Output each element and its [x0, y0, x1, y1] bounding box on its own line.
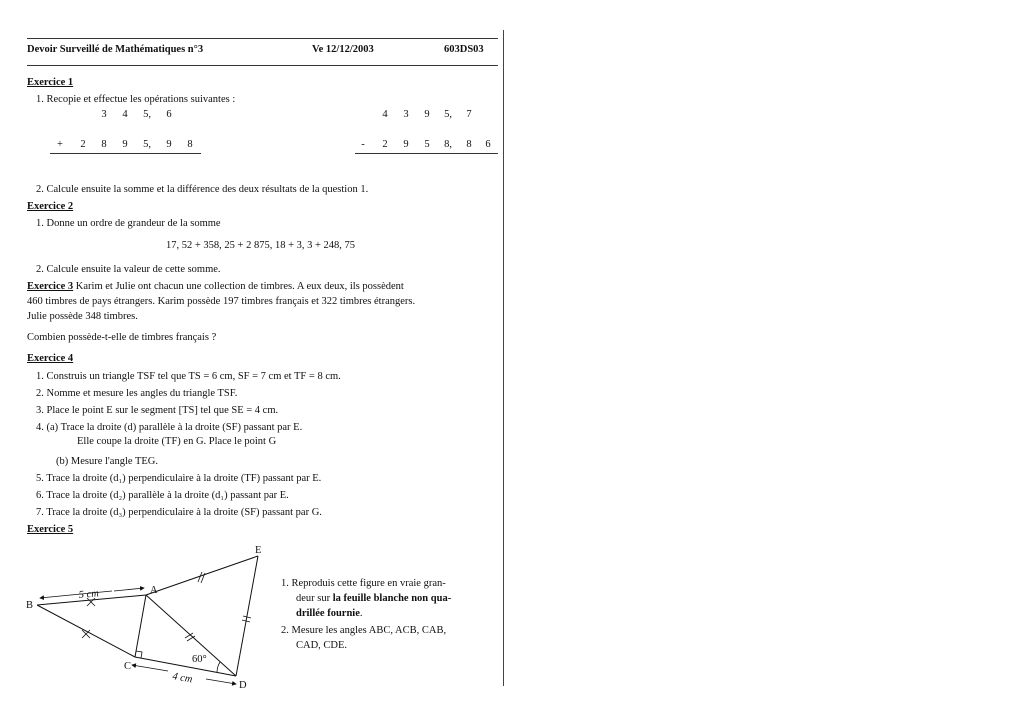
ex2-formula: 17, 52 + 358, 25 + 2 875, 18 + 3, 3 + 248, 75 [166, 240, 356, 251]
header-title: Devoir Surveillé de Mathématiques n°3 [27, 44, 204, 55]
ex4-item: 6. Trace la droite (d₂) parallèle à la droite (d₁) passant par E. [36, 490, 289, 501]
ex5-q2-line1: 2. Mesure les angles ABC, ACB, CAB, [281, 625, 447, 636]
sub-bottom-digit: 5 [424, 139, 430, 150]
add-bottom-digit: 2 [80, 139, 86, 150]
point-label-D: D [239, 680, 247, 691]
sub-bottom-digit: 8, [444, 139, 452, 150]
point-label-B: B [26, 600, 34, 611]
sub-bottom-digit: 9 [403, 139, 409, 150]
sub-top-digit: 4 [382, 109, 388, 120]
angle-arc [217, 662, 220, 672]
add-bottom-digit: 8 [187, 139, 193, 150]
add-operator: + [57, 139, 63, 150]
ex1-q2: 2. Calcule ensuite la somme et la différence des deux résultats de la question 1. [36, 184, 369, 195]
dimension-arrow [40, 591, 112, 598]
ex1-title: Exercice 1 [27, 77, 74, 88]
add-top-digit: 4 [122, 109, 128, 120]
ex4-item: 5. Trace la droite (d₁) perpendiculaire à la droite (TF) passant par E. [36, 473, 322, 484]
ex5-q2-line2: CAD, CDE. [296, 640, 348, 651]
segment-ED [236, 556, 258, 676]
sub-top-digit: 3 [403, 109, 409, 120]
sub-top-digit: 7 [466, 109, 472, 120]
segment-AD [146, 595, 236, 676]
sub-bottom-digit: 6 [485, 139, 491, 150]
segment-AC [135, 595, 146, 657]
sub-bottom-digit: 2 [382, 139, 388, 150]
add-top-digit: 5, [143, 109, 151, 120]
sub-result-line [355, 153, 498, 154]
header-code: 603DS03 [444, 44, 484, 55]
ex3-title: Exercice 3 [27, 281, 74, 292]
add-top-digit: 6 [166, 109, 172, 120]
ex5-q1-text: deur sur [296, 593, 333, 604]
column-separator [503, 30, 504, 686]
ex2-q1: 1. Donne un ordre de grandeur de la somme [36, 218, 221, 229]
sub-top-digit: 5, [444, 109, 452, 120]
length-label-ba: 5 cm [78, 588, 100, 601]
sub-top-digit: 9 [424, 109, 430, 120]
segment-BC [37, 605, 135, 657]
ex5-q1-end: . [359, 608, 363, 619]
dimension-arrow [132, 665, 168, 671]
length-label-cd: 4 cm [171, 671, 194, 686]
angle-label: 60° [192, 654, 207, 665]
add-top-digit: 3 [101, 109, 107, 120]
dimension-arrow [206, 679, 236, 684]
ex5-q1-line2 [296, 593, 451, 604]
ex5-title: Exercice 5 [27, 524, 74, 535]
add-bottom-digit: 5, [143, 139, 151, 150]
add-bottom-digit: 8 [101, 139, 107, 150]
ex4-item: 3. Place le point E sur le segment [TS] tel que SE = 4 cm. [36, 405, 279, 416]
add-bottom-digit: 9 [166, 139, 172, 150]
tick-mark [201, 573, 205, 583]
sub-operator: - [361, 139, 365, 150]
ex4-title: Exercice 4 [27, 353, 74, 364]
ex1-q1: 1. Recopie et effectue les opérations suivantes : [36, 94, 236, 105]
header-bottom-rule [27, 65, 498, 66]
ex4-item: 1. Construis un triangle TSF tel que TS = 6 cm, SF = 7 cm et TF = 8 cm. [36, 371, 341, 382]
dimension-arrow [114, 588, 144, 591]
ex4-item: 2. Nomme et mesure les angles du triangle TSF. [36, 388, 238, 399]
ex3-paragraph [27, 281, 404, 292]
ex5-q1-line3 [296, 608, 363, 619]
add-bottom-digit: 9 [122, 139, 128, 150]
ex3-line2: 460 timbres de pays étrangers. Karim possède 197 timbres français et 322 timbres étrangers. [27, 296, 416, 307]
segment-AE [146, 556, 258, 595]
point-label-E: E [255, 545, 262, 556]
ex5-q1-line1: 1. Reproduis cette figure en vraie gran- [281, 578, 446, 589]
ex5-q1-bold: drillée fournie [296, 608, 360, 619]
header-top-rule [27, 38, 498, 39]
ex4-item: 4. (a) Trace la droite (d) parallèle à la droite (SF) passant par E. [36, 422, 303, 433]
geometry-figure [20, 540, 270, 695]
ex4-item: Elle coupe la droite (TF) en G. Place le point G [77, 436, 277, 447]
ex3-line3: Julie possède 348 timbres. [27, 311, 138, 322]
ex3-line1: Karim et Julie ont chacun une collection de timbres. A eux deux, ils possèdent [73, 281, 404, 292]
ex4-item: 7. Trace la droite (d₃) perpendiculaire à la droite (SF) passant par G. [36, 507, 322, 518]
point-label-A: A [150, 585, 158, 596]
point-label-C: C [124, 661, 132, 672]
ex5-q1-bold: la feuille blanche non qua- [332, 593, 452, 604]
ex2-title: Exercice 2 [27, 201, 74, 212]
add-result-line [50, 153, 201, 154]
ex3-question: Combien possède-t-elle de timbres français ? [27, 332, 217, 343]
ex4-item: (b) Mesure l'angle TEG. [56, 456, 159, 467]
sub-bottom-digit: 8 [466, 139, 472, 150]
header-date: Ve 12/12/2003 [312, 44, 374, 55]
ex2-q2: 2. Calcule ensuite la valeur de cette somme. [36, 264, 221, 275]
